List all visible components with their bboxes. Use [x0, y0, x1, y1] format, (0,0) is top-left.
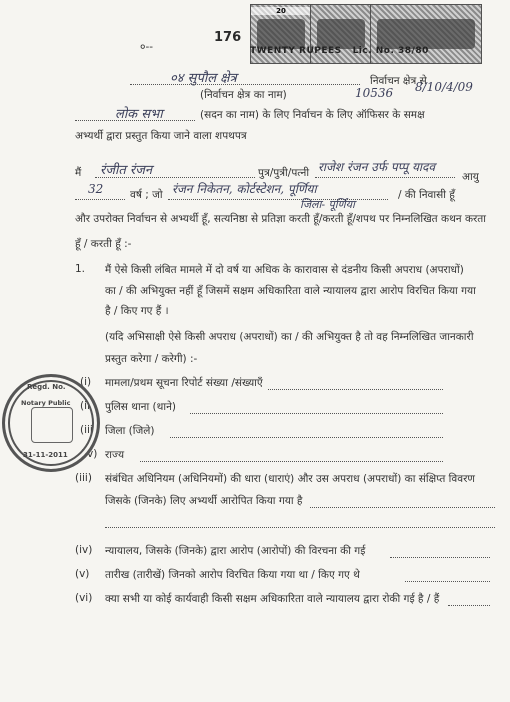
item-iii-label: जिला (जिले): [105, 425, 155, 437]
constituency-label: (निर्वाचन क्षेत्र का नाम): [200, 89, 287, 101]
item-iv-label: राज्य: [105, 449, 125, 461]
block-iii-line-b: [105, 527, 495, 528]
lower-v-label: तारीख (तारीखें) जिनको आरोप विरचित किया गया था / किए गए थे: [105, 569, 360, 581]
clause-1-note-2: प्रस्तुत करेगा / करेगी) :-: [105, 353, 198, 365]
serial-number: 176: [214, 30, 242, 45]
block-iii-number: (iii): [75, 472, 92, 484]
declaration-line-2: और उपरोक्त निर्वाचन से अभ्यर्थी हूँ, सत्यनिष्ठा से प्रतिज्ञा करती हूँ/करती हूँ/शपथ पर निम्नलिखित कथन करता: [75, 213, 487, 225]
age-label: आयु: [462, 171, 479, 183]
constituency-handwritten: ०४ सुपौल क्षेत्र: [170, 71, 237, 86]
age-line: [75, 199, 125, 200]
house-name-handwritten: लोक सभा: [115, 107, 163, 122]
stamp-license-text: Lic. No. 38/80: [352, 46, 429, 56]
age-value: 32: [88, 182, 104, 196]
house-line: [75, 120, 195, 121]
seal-bottom-text: 31-11-2011: [23, 451, 68, 459]
lower-iv-label: न्यायालय, जिसके (जिनके) द्वारा आरोप (आरोपों) की विरचना की गई: [105, 545, 366, 557]
seal-top-text: Regd. No.: [27, 383, 66, 391]
clause-1-number: 1.: [75, 263, 86, 275]
deponent-name: रंजीत रंजन: [100, 163, 153, 178]
seal-emblem: [31, 407, 73, 443]
stamp-emblem: [377, 19, 475, 49]
stamp-emblem: [257, 19, 305, 49]
item-ii-label: पुलिस थाना (थाने): [105, 401, 177, 413]
lower-vi-number: (vi): [75, 592, 93, 604]
clause-1-line-2: का / की अभियुक्त नहीं हूँ जिसमें सक्षम अधिकारिता वाले न्यायालय द्वारा आरोप विरचित किया गया: [105, 285, 476, 297]
district-handwritten: जिला- पूर्णिया: [300, 198, 355, 211]
lower-iv-line: [390, 557, 490, 558]
intro-line-1: (सदन का नाम) के लिए निर्वाचन के लिए ऑफिसर के समक्ष: [200, 109, 425, 121]
item-i-line: [268, 389, 443, 390]
declaration-line-3: हूँ / करती हूँ :-: [75, 238, 132, 250]
stamp-overprint: [250, 46, 480, 56]
item-iii-number: (iii): [80, 424, 97, 436]
relation-label: पुत्र/पुत्री/पत्नी: [258, 167, 310, 179]
stamp-overprint-text: TWENTY RUPEES: [250, 46, 342, 56]
handwritten-date: 8/10/4/09: [415, 80, 473, 94]
constituency-no-label: निर्वाचन क्षेत्र से: [370, 75, 427, 87]
item-iv-number: (iv): [80, 448, 98, 460]
lower-v-number: (v): [75, 568, 90, 580]
reference-number: 10536: [355, 86, 394, 100]
block-iii-line-2: जिसके (जिनके) लिए अभ्यर्थी आरोपित किया गया है: [105, 495, 303, 507]
lower-v-line: [405, 581, 490, 582]
block-iii-line-1: संबंधित अधिनियम (अधिनियमों) की धारा (धाराएं) और उस अपराध (अपराधों) का संक्षिप्त विवरण: [105, 473, 475, 485]
lower-vi-label: क्या सभी या कोई कार्यवाही किसी सक्षम अधिकारिता वाले न्यायालय द्वारा रोकी गई है / हैं: [105, 593, 440, 605]
relation-line: [315, 177, 455, 178]
seal-center-text: Notary Public: [21, 399, 71, 407]
name-line: [95, 177, 255, 178]
lower-iv-number: (iv): [75, 544, 93, 556]
intro-line-2: अभ्यर्थी द्वारा प्रस्तुत किया जाने वाला शपथपत्र: [75, 130, 247, 142]
stamp-value: 20: [251, 7, 311, 15]
clause-1-note-1: (यदि अभिसाक्षी ऐसे किसी अपराध (अपराधों) का / की अभियुक्त है तो वह निम्नलिखित जानकारी: [105, 331, 474, 343]
serial-prefix: ०--: [140, 41, 154, 53]
constituency-line: [130, 84, 360, 85]
address-handwritten: रंजन निकेतन, कोर्टस्टेशन, पूर्णिया: [172, 182, 317, 196]
resident-label: / की निवासी हूँ: [398, 189, 455, 201]
stamp-emblem: [317, 19, 365, 49]
block-iii-line-a: [310, 507, 495, 508]
declaration-main-label: मैं: [75, 167, 82, 179]
relation-name: राजेश रंजन उर्फ पप्पू यादव: [318, 160, 436, 174]
lower-vi-line: [448, 605, 490, 606]
clause-1-line-3: है / किए गए हैं ।: [105, 305, 169, 317]
item-ii-line: [190, 413, 443, 414]
notary-seal: [2, 374, 100, 472]
item-i-label: मामला/प्रथम सूचना रिपोर्ट संख्या /संख्याएँ: [105, 377, 263, 389]
item-i-number: (i): [80, 376, 92, 388]
item-iii-line: [170, 437, 443, 438]
year-label: वर्ष ; जो: [130, 189, 163, 201]
address-line: [168, 199, 388, 200]
item-iv-line: [140, 461, 443, 462]
clause-1-line-1: मैं ऐसे किसी लंबित मामले में दो वर्ष या अधिक के कारावास से दंडनीय किसी अपराध (अपराधों): [105, 264, 464, 276]
item-ii-number: (ii): [80, 400, 95, 412]
